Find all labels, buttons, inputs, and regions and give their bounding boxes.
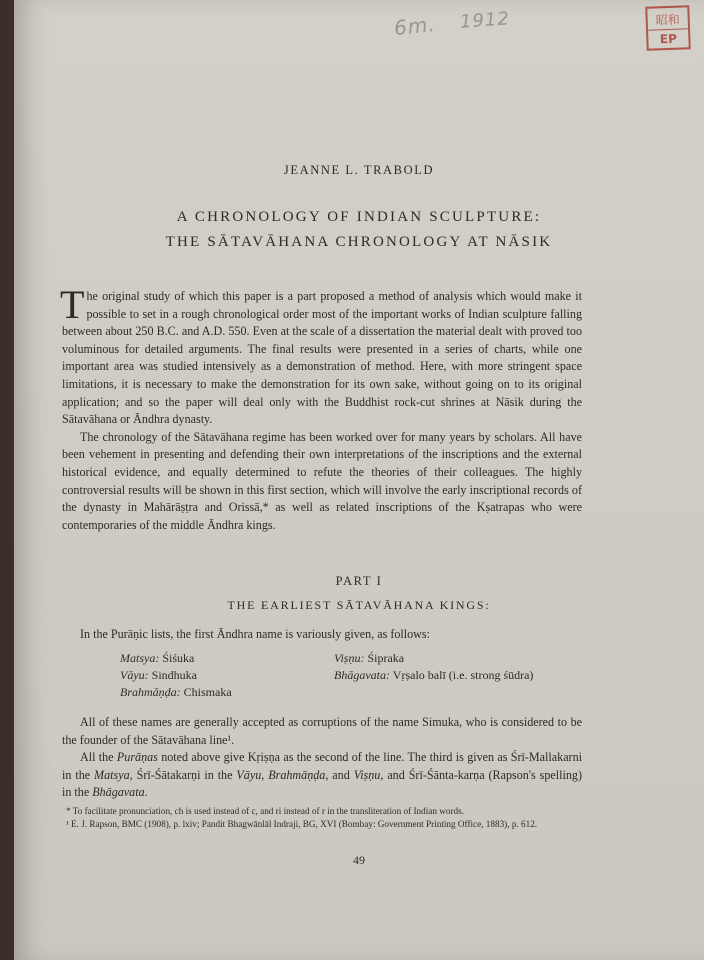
title-line-1: A CHRONOLOGY OF INDIAN SCULPTURE: [176,209,542,225]
lists-intro-text: In the Purāṇic lists, the first Āndhra name is variously given, as follows: [80,627,430,641]
discussion-section [62,714,582,802]
footnote-2: ¹ E. J. Rapson, BMC (1908), p. lxiv; Pandit Bhagwānlāl Indraji, BG, XVI (Bombay: Government Printing Office, 1883), p. 612. [66,819,538,829]
intro-paragraph-2: The chronology of the Sātavāhana regime has been worked over for many years by scholars. All have been vehement in presenting and defending their own interpretations of the inscriptions and the external historical evidence, and equally determined to refute the theories of their colleagues. The highly controversial results will be shown in this first section, which will involve the early inscriptional records of the dynasty in Mahārāṣṭra and Orissā,* as well as related inscriptions of the Kṣatrapas who were contemporaries of the middle Āndhra kings. [62,429,582,532]
drop-cap: T [60,282,85,327]
stamp-top: 昭和 [655,12,680,28]
book-page [14,0,704,960]
intro-section [60,282,582,534]
footnote-1: * To facilitate pronunciation, ch is used instead of c, and ri instead of r in the transliteration of Indian words. [66,806,464,816]
article-title [14,205,704,255]
list-item: Vāyu: Sindhuka [120,668,197,682]
title-line-2: THE SĀTAVĀHANA CHRONOLOGY AT NĀSIK [165,234,553,250]
footnotes [64,805,584,831]
page-number: 49 [353,853,365,867]
paragraph-puranas: All the Purāṇas noted above give Kṛiṣṇa as the second of the line. The third is given as Śrī-Mallakarni in the Matsya, Śrī-Śātakarṇi in the Vāyu, Brahmāṇḍa, and Viṣṇu, and Śrī-Śānta-karṇa (Rapson's spelling) in the Bhāgavata. [62,750,582,800]
name-column-2 [334,650,533,684]
paragraph-simuka: All of these names are generally accepted as corruptions of the name Simuka, who is considered to be the founder of the Sātavāhana line¹. [62,715,582,747]
name-column-1 [120,650,232,701]
author-name: JEANNE L. TRABOLD [283,163,435,177]
list-item: Matsya: Śiśuka [120,651,195,665]
library-stamp [645,5,691,51]
intro-paragraph-1 [60,282,582,429]
intro-paragraph-1-text: he original study of which this paper is a part proposed a method of analysis which would make it possible to set in a rough chronological order most of the important works of Indian sculpture falling between about 250 B.C. and A.D. 550. Even at the scale of a dissertation the material dealt with proved too voluminous for detailed arguments. The final results were presented in a series of charts, while one important area was studied intensively as a demonstration of method. Here, with more stringent space limitations, it is necessary to make the demonstration for its own sake, without going on to its original application; and so the paper will deal only with the Buddhist rock-cut shrines at Nāsik during the Sātavāhana or Āndhra dynasty. [62,289,582,427]
lists-intro [62,626,582,644]
list-item: Bhāgavata: Vṛṣalo balī (i.e. strong śūdra) [334,668,534,682]
list-item: Brahmāṇḍa: Chismaka [120,685,232,699]
pencil-mark: 6m. [392,11,437,41]
stamp-bottom: EP [648,28,689,48]
part-heading: PART I [335,574,383,588]
list-item: Viṣṇu: Śipraka [334,651,405,665]
part-subheading: THE EARLIEST SĀTAVĀHANA KINGS: [227,598,491,612]
pencil-mark-year: 1912 [459,8,511,33]
